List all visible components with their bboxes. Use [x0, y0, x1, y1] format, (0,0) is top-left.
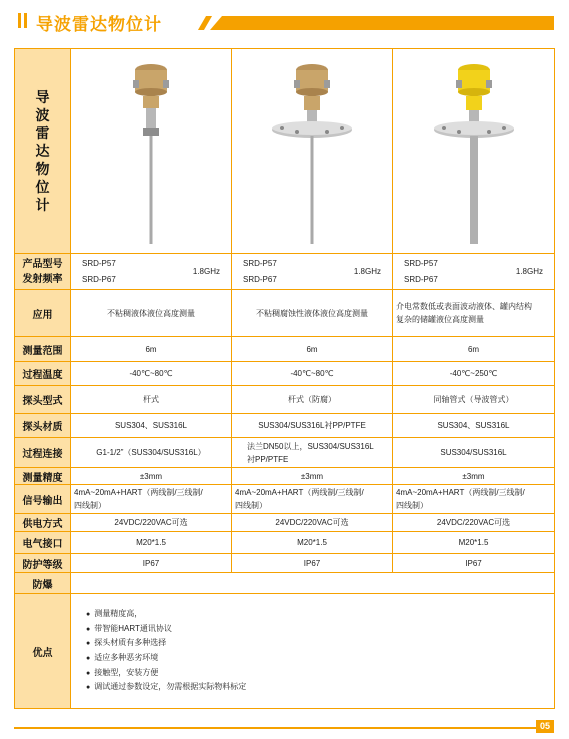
cell-accuracy-2: ±3mm: [232, 468, 393, 485]
page-title: 导波雷达物位计: [36, 15, 162, 34]
cell-connection-3: SUS304/SUS316L: [393, 438, 555, 468]
cell-protection-1: IP67: [71, 554, 232, 573]
cell-output-3: 4mA~20mA+HART（两线制/三线制/ 四线制）: [393, 485, 555, 514]
list-item: ● 带智能HART通讯协议: [86, 622, 551, 637]
cell-protection-2: IP67: [232, 554, 393, 573]
cell-temp-1: -40℃~80℃: [71, 362, 232, 386]
label-electrical: 电气接口: [15, 532, 71, 554]
label-explosion: 防爆: [15, 573, 71, 594]
footer-rule: [14, 727, 536, 729]
cell-material-3: SUS304、SUS316L: [393, 414, 555, 438]
cell-temp-2: -40℃~80℃: [232, 362, 393, 386]
label-application: 应用: [15, 290, 71, 337]
list-item: ● 测量精度高，: [86, 607, 551, 622]
cell-range-2: 6m: [232, 337, 393, 362]
row-power: [15, 514, 555, 532]
header-slant-decoration: [198, 16, 212, 30]
cell-output-2: 4mA~20mA+HART（两线制/三线制/ 四线制）: [232, 485, 393, 514]
cell-range-1: 6m: [71, 337, 232, 362]
list-item: ● 探头材质有多种选择: [86, 636, 551, 651]
cell-electrical-2: M20*1.5: [232, 532, 393, 554]
row-advantages: [15, 594, 555, 709]
header-bars-decoration: [18, 13, 30, 33]
cell-power-1: 24VDC/220VAC可选: [71, 514, 232, 532]
page-header: [14, 10, 554, 32]
list-item: ● 调试通过参数设定，勿需根据实际物料标定: [86, 680, 551, 695]
label-material: 探头材质: [15, 414, 71, 438]
row-accuracy: [15, 468, 555, 485]
cell-protection-3: IP67: [393, 554, 555, 573]
cell-power-3: 24VDC/220VAC可选: [393, 514, 555, 532]
label-connection: 过程连接: [15, 438, 71, 468]
cell-probe-type-1: 杆式: [71, 386, 232, 414]
advantages-list: [74, 607, 551, 695]
row-application: [15, 290, 555, 337]
list-item: ● 接触型，安装方便: [86, 666, 551, 681]
label-output: 信号输出: [15, 485, 71, 514]
rod-radar-image: [121, 56, 181, 246]
cell-accuracy-1: ±3mm: [71, 468, 232, 485]
page-number: 05: [536, 720, 554, 733]
label-protection: 防护等级: [15, 554, 71, 573]
label-advantages: 优点: [15, 594, 71, 709]
cell-application-1: 不粘稠液体液位高度测量: [71, 290, 232, 337]
row-material: [15, 414, 555, 438]
row-range: [15, 337, 555, 362]
header-bar-decoration: [210, 16, 554, 30]
cell-model-3: SRD-P57 SRD-P67 1.8GHz: [393, 254, 555, 290]
product-image-2: [232, 49, 393, 254]
cell-application-2: 不粘稠腐蚀性液体液位高度测量: [232, 290, 393, 337]
cell-power-2: 24VDC/220VAC可选: [232, 514, 393, 532]
cell-connection-1: G1-1/2”（SUS304/SUS316L）: [71, 438, 232, 468]
label-range: 测量范围: [15, 337, 71, 362]
row-temp: [15, 362, 555, 386]
product-image-3: [393, 49, 555, 254]
row-electrical: [15, 532, 555, 554]
row-probe-type: [15, 386, 555, 414]
cell-explosion: [71, 573, 555, 594]
list-item: ● 适应多种恶劣环境: [86, 651, 551, 666]
product-title-cell: [15, 49, 71, 254]
label-probe-type: 探头型式: [15, 386, 71, 414]
cell-application-3: 介电常数低或表面波动液体、罐内结构 复杂的储罐液位高度测量: [393, 290, 555, 337]
cell-output-1: 4mA~20mA+HART（两线制/三线制/ 四线制）: [71, 485, 232, 514]
flanged-rod-radar-image: [257, 56, 367, 246]
cell-probe-type-3: 同轴管式（导波管式）: [393, 386, 555, 414]
row-connection: [15, 438, 555, 468]
product-image-1: [71, 49, 232, 254]
label-power: 供电方式: [15, 514, 71, 532]
cell-advantages: [71, 594, 555, 709]
cell-material-1: SUS304、SUS316L: [71, 414, 232, 438]
cell-probe-type-2: 杆式（防腐）: [232, 386, 393, 414]
cell-model-2: SRD-P57 SRD-P67 1.8GHz: [232, 254, 393, 290]
label-accuracy: 测量精度: [15, 468, 71, 485]
label-model-freq: 产品型号 发射频率: [15, 254, 71, 290]
cell-accuracy-3: ±3mm: [393, 468, 555, 485]
cell-model-1: SRD-P57 SRD-P67 1.8GHz: [71, 254, 232, 290]
row-output: [15, 485, 555, 514]
cell-temp-3: -40℃~250℃: [393, 362, 555, 386]
spec-table: [14, 48, 555, 709]
label-temp: 过程温度: [15, 362, 71, 386]
row-protection: [15, 554, 555, 573]
row-model-freq: [15, 254, 555, 290]
image-row: [15, 49, 555, 254]
coaxial-radar-image: [419, 56, 529, 246]
cell-range-3: 6m: [393, 337, 555, 362]
cell-connection-2: 法兰DN50以上，SUS304/SUS316L 衬PP/PTFE: [232, 438, 393, 468]
product-title-vertical: 导 波 雷 达 物 位 计: [35, 89, 50, 213]
cell-material-2: SUS304/SUS316L衬PP/PTFE: [232, 414, 393, 438]
cell-electrical-3: M20*1.5: [393, 532, 555, 554]
row-explosion: [15, 573, 555, 594]
cell-electrical-1: M20*1.5: [71, 532, 232, 554]
